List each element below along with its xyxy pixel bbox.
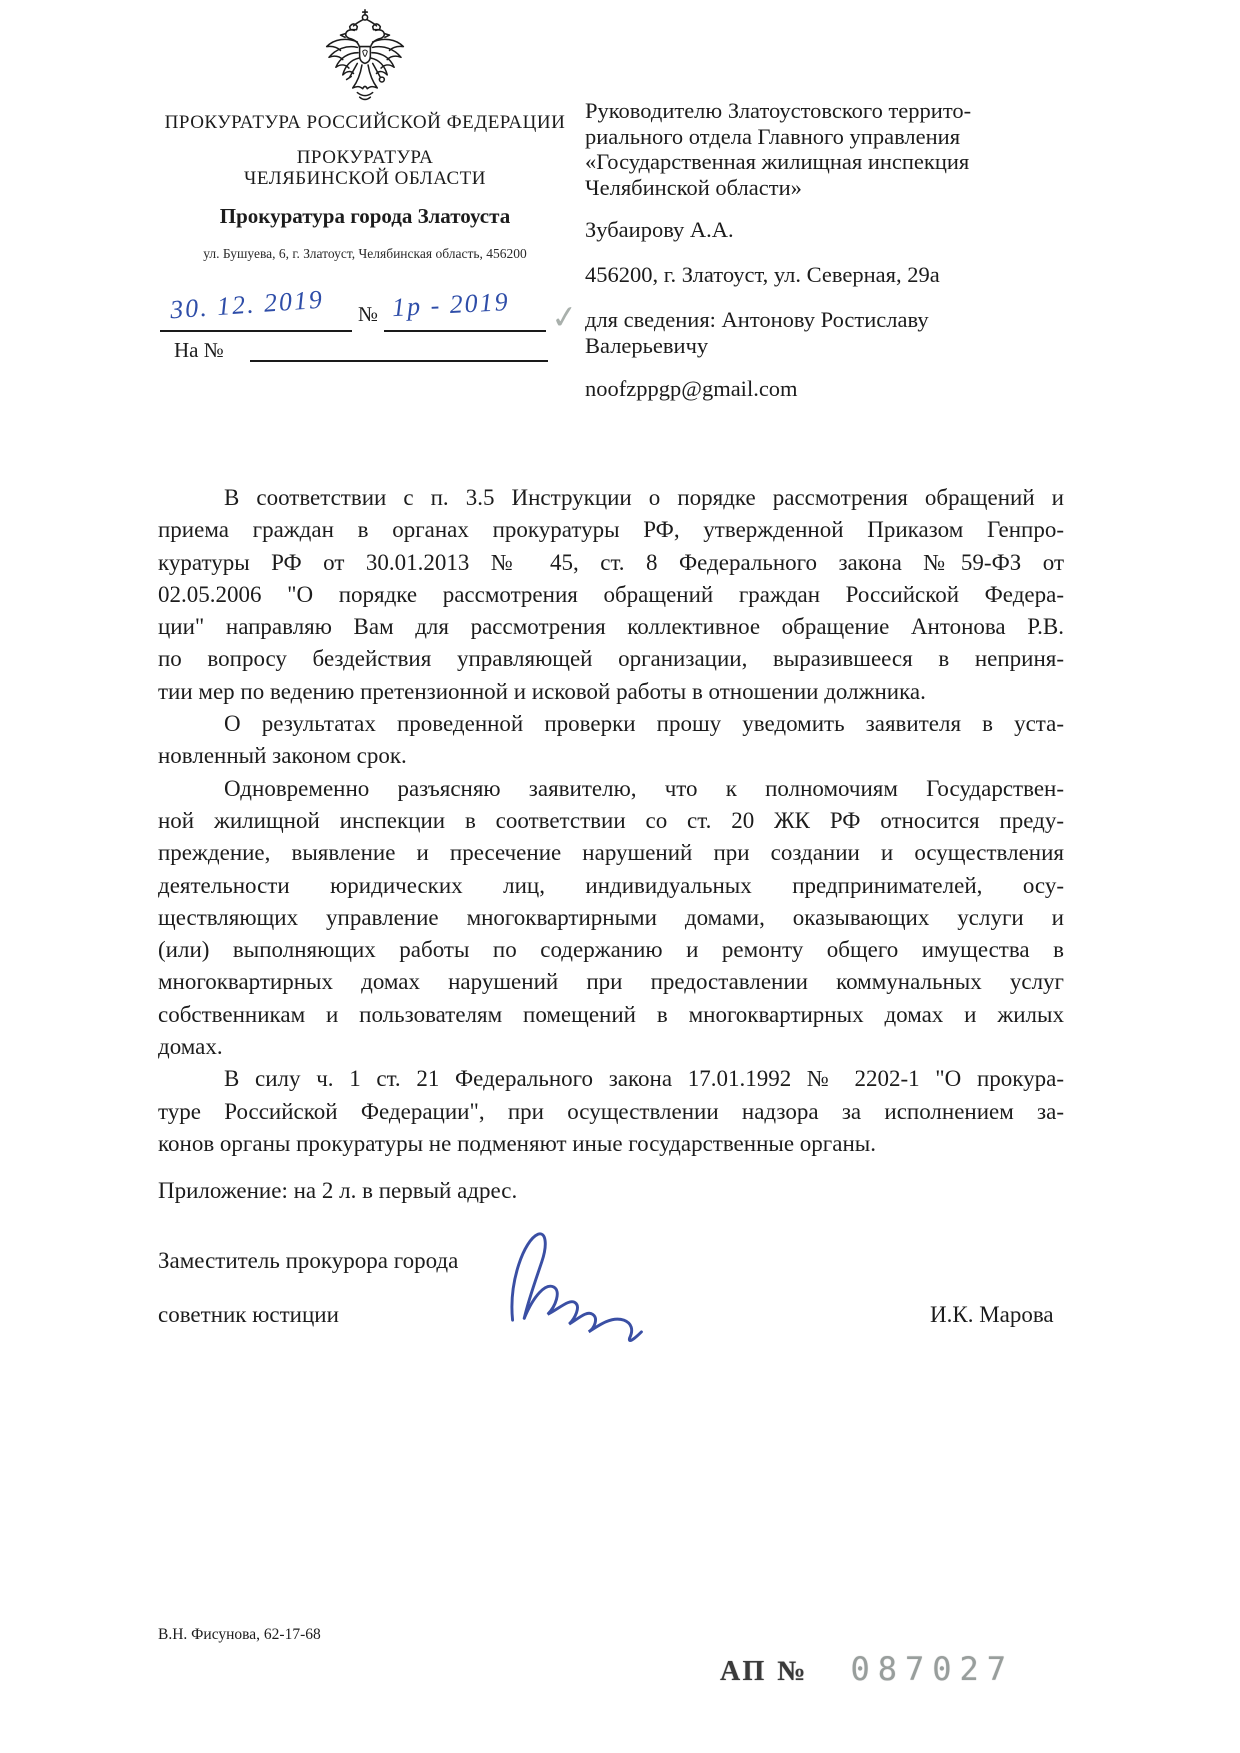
recipient-title-line: риального отдела Главного управления [585, 123, 961, 149]
body-line: куратуры РФ от 30.01.2013 № 45, ст. 8 Федерального закона №59-ФЗ от [158, 549, 1064, 575]
reply-to-label: На № [174, 338, 224, 362]
stamp-number: 087027 [850, 1650, 1015, 1688]
copy-recipient-line: Валерьевичу [585, 333, 709, 358]
stamp-prefix: АП № [720, 1656, 809, 1687]
reply-underline [250, 360, 548, 362]
body-line: Одновременно разъясняю заявителю, что к полномочиям Государствен- [224, 775, 1064, 801]
signer-position-line1: Заместитель прокурора города [158, 1248, 459, 1273]
copy-recipient-line: для сведения: Антонову Ростиславу [585, 307, 929, 332]
org-region-title [145, 147, 585, 189]
attachment-note: Приложение: на 2 л. в первый адрес. [158, 1178, 518, 1203]
body-line: по вопросу бездействия управляющей организации, выразившееся в неприня- [158, 646, 1064, 672]
body-line: новленный законом срок. [158, 743, 407, 769]
handwritten-signature-icon [495, 1222, 700, 1350]
handwritten-date: 30. 12. 2019 [169, 284, 325, 325]
executor-contact: В.Н. Фисунова, 62-17-68 [158, 1626, 321, 1643]
letter-body [158, 482, 1064, 1160]
org-federation-title: ПРОКУРАТУРА РОССИЙСКОЙ ФЕДЕРАЦИИ [164, 112, 566, 133]
recipient-title-line: «Государственная жилищная инспекция [585, 149, 970, 174]
signer-name: И.К. Марова [930, 1302, 1054, 1327]
recipient-title [585, 98, 1075, 200]
number-underline [384, 330, 546, 332]
check-mark-icon: ✓ [549, 296, 580, 338]
body-line: ществляющих управление многоквартирными домами, оказывающих услуги и [158, 904, 1064, 930]
coat-of-arms-eagle-icon [319, 6, 411, 104]
body-line: ной жилищной инспекции в соответствии со ст. 20 ЖК РФ относится преду- [158, 807, 1064, 833]
org-region-line2: ЧЕЛЯБИНСКОЙ ОБЛАСТИ [244, 168, 486, 189]
body-line: В силу ч. 1 ст. 21 Федерального закона 17.01.1992 № 2202-1 "О прокура- [224, 1066, 1064, 1092]
body-line: (или) выполняющих работы по содержанию и ремонту общего имущества в [158, 937, 1064, 963]
body-line: деятельности юридических лиц, индивидуальных предпринимателей, осу- [158, 872, 1064, 898]
body-line: приема граждан в органах прокуратуры РФ, утвержденной Приказом Генпро- [158, 517, 1064, 543]
body-line: собственникам и пользователям помещений в многоквартирных домах и жилых [158, 1001, 1064, 1027]
registration-stamp [720, 1650, 1014, 1688]
number-sign-label: № [358, 302, 379, 326]
copy-recipient [585, 307, 1075, 359]
recipient-title-line: Руководителю Златоустовского террито- [585, 98, 972, 123]
body-line: туре Российской Федерации", при осуществлении надзора за исполнением за- [158, 1098, 1064, 1124]
org-city-title: Прокуратура города Златоуста [219, 204, 511, 228]
recipient-name: Зубаирову А.А. [585, 217, 734, 242]
date-underline [160, 330, 352, 332]
recipient-title-line: Челябинской области» [585, 174, 802, 200]
signer-position-line2: советник юстиции [158, 1302, 339, 1327]
body-line: преждение, выявление и пресечение нарушений при создании и осуществления [158, 840, 1064, 866]
body-line: тии мер по ведению претензионной и исковой работы в отношении должника. [158, 678, 926, 704]
body-line: О результатах проведенной проверки прошу уведомить заявителя в уста- [224, 711, 1064, 737]
recipient-block [549, 98, 1075, 402]
letterhead [145, 0, 585, 262]
org-region-line1: ПРОКУРАТУРА [296, 147, 434, 168]
body-line: В соответствии с п. 3.5 Инструкции о порядке рассмотрения обращений и [224, 485, 1064, 510]
recipient-email: noofzppgp@gmail.com [585, 376, 798, 401]
body-line: домах. [158, 1034, 223, 1060]
body-line: конов органы прокуратуры не подменяют иные государственные органы. [158, 1130, 876, 1156]
handwritten-number: 1р - 2019 [391, 286, 511, 323]
org-address: ул. Бушуева, 6, г. Златоуст, Челябинская область, 456200 [203, 246, 527, 261]
body-line: многоквартирных домах нарушений при предоставлении коммунальных услуг [158, 969, 1064, 995]
body-line: 02.05.2006 "О порядке рассмотрения обращений граждан Российской Федера- [158, 581, 1064, 607]
recipient-address: 456200, г. Златоуст, ул. Северная, 29а [585, 262, 940, 287]
body-line: ции" направляю Вам для рассмотрения коллективное обращение Антонова Р.В. [158, 614, 1064, 640]
